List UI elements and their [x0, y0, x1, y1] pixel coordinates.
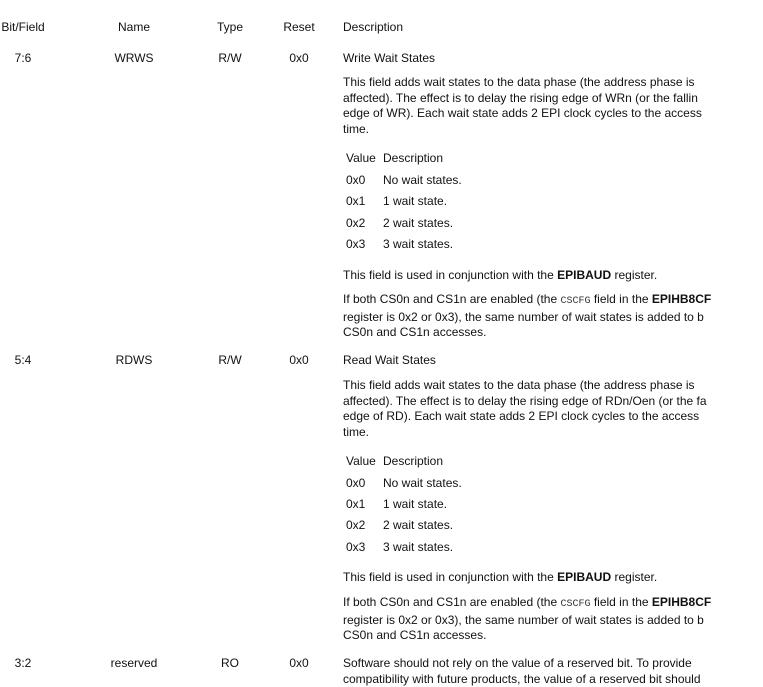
description-line: edge of RD). Each wait state adds 2 EPI clock cycles to the access: [343, 409, 763, 425]
value-entry: 0x2: [346, 518, 365, 533]
row-title: Read Wait States: [343, 353, 436, 368]
row-title: Write Wait States: [343, 51, 435, 66]
description-line: affected). The effect is to delay the rising edge of WRn (or the fallin: [343, 91, 763, 107]
value-entry-desc: 1 wait state.: [383, 497, 447, 512]
cs-note-text: field in the: [591, 292, 652, 306]
description-line: compatibility with future products, the value of a reserved bit should: [343, 672, 763, 687]
description-line: time.: [343, 425, 763, 441]
row-name: RDWS: [90, 353, 178, 368]
value-entry: 0x3: [346, 540, 365, 555]
description-line: This field adds wait states to the data phase (the address phase is: [343, 378, 763, 394]
usage-note: [343, 570, 657, 585]
description-line: edge of WR). Each wait state adds 2 EPI clock cycles to the access: [343, 106, 763, 122]
header-type: Type: [207, 20, 253, 35]
cs-note: [343, 595, 763, 644]
description-line: Software should not rely on the value of a reserved bit. To provide: [343, 656, 763, 672]
value-table-header-desc: Description: [383, 454, 443, 469]
value-entry: 0x1: [346, 194, 365, 209]
value-entry: 0x2: [346, 216, 365, 231]
usage-note-text: This field is used in conjunction with the: [343, 268, 557, 282]
field-ref: CSCFG: [560, 599, 590, 610]
usage-note: [343, 268, 657, 283]
row-name: reserved: [90, 656, 178, 671]
usage-note-text: register.: [611, 570, 657, 584]
row-bitfield: 3:2: [0, 656, 46, 671]
cs-note-line: register is 0x2 or 0x3), the same number of wait states is added to b: [343, 310, 763, 326]
register-ref: EPIHB8CF: [652, 595, 711, 609]
row-description: [343, 656, 763, 687]
header-description: Description: [343, 20, 403, 35]
value-table-header-desc: Description: [383, 151, 443, 166]
value-table-header-value: Value: [346, 151, 376, 166]
cs-note-text: field in the: [591, 595, 652, 609]
row-type: RO: [207, 656, 253, 671]
value-entry-desc: 1 wait state.: [383, 194, 447, 209]
row-name: WRWS: [90, 51, 178, 66]
value-table-header-value: Value: [346, 454, 376, 469]
field-ref: CSCFG: [560, 296, 590, 307]
header-reset: Reset: [276, 20, 322, 35]
cs-note-line: CS0n and CS1n accesses.: [343, 628, 763, 644]
row-type: R/W: [207, 51, 253, 66]
description-line: affected). The effect is to delay the rising edge of RDn/Oen (or the fa: [343, 394, 763, 410]
register-ref: EPIHB8CF: [652, 292, 711, 306]
value-entry: 0x3: [346, 237, 365, 252]
value-entry: 0x0: [346, 173, 365, 188]
row-bitfield: 5:4: [0, 353, 46, 368]
cs-note-text: If both CS0n and CS1n are enabled (the: [343, 292, 560, 306]
value-entry: 0x1: [346, 497, 365, 512]
row-description: [343, 378, 763, 440]
cs-note: [343, 292, 763, 341]
row-reset: 0x0: [276, 656, 322, 671]
cs-note-line: CS0n and CS1n accesses.: [343, 325, 763, 341]
value-entry-desc: 3 wait states.: [383, 237, 453, 252]
value-entry-desc: No wait states.: [383, 476, 462, 491]
description-line: This field adds wait states to the data phase (the address phase is: [343, 75, 763, 91]
value-entry-desc: 2 wait states.: [383, 518, 453, 533]
row-bitfield: 7:6: [0, 51, 46, 66]
row-type: R/W: [207, 353, 253, 368]
register-ref: EPIBAUD: [557, 570, 611, 584]
value-entry: 0x0: [346, 476, 365, 491]
header-bitfield: Bit/Field: [0, 20, 46, 35]
row-reset: 0x0: [276, 51, 322, 66]
description-line: time.: [343, 122, 763, 138]
row-reset: 0x0: [276, 353, 322, 368]
usage-note-text: register.: [611, 268, 657, 282]
register-ref: EPIBAUD: [557, 268, 611, 282]
cs-note-text: If both CS0n and CS1n are enabled (the: [343, 595, 560, 609]
cs-note-line: register is 0x2 or 0x3), the same number of wait states is added to b: [343, 613, 763, 629]
value-entry-desc: 2 wait states.: [383, 216, 453, 231]
row-description: [343, 75, 763, 137]
value-entry-desc: 3 wait states.: [383, 540, 453, 555]
header-name: Name: [90, 20, 178, 35]
usage-note-text: This field is used in conjunction with the: [343, 570, 557, 584]
value-entry-desc: No wait states.: [383, 173, 462, 188]
